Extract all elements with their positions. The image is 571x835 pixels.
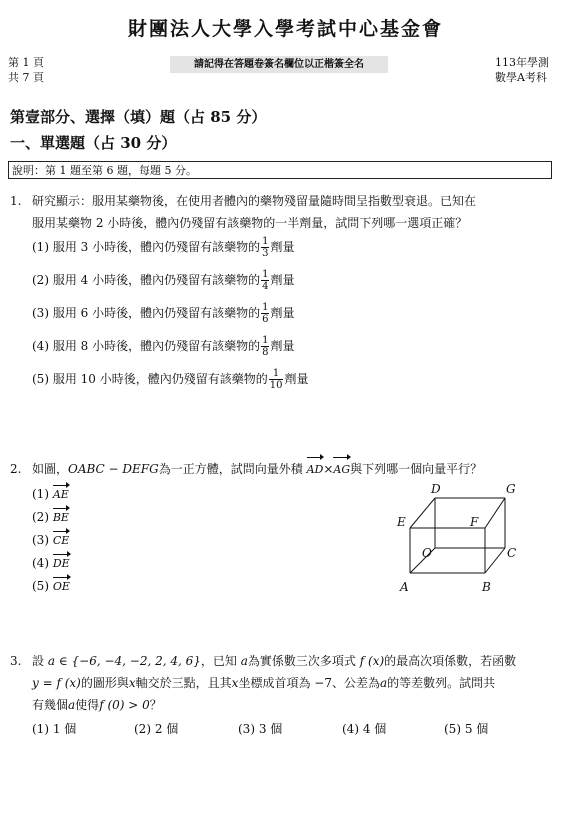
vertex-label: F [470,515,479,529]
question-text: 與下列哪一個向量平行？ [350,462,483,476]
option: (2) 2 個 [134,722,179,736]
edge-fg [485,498,505,528]
option-vector: AE [52,488,69,501]
option-text: 服用 8 小時後，體內仍殘留有該藥物的 [52,339,261,353]
option [32,532,70,555]
option [32,368,308,401]
question-text: 軸交於三點，且其 [135,676,232,690]
option [32,269,308,302]
option-vector: DE [52,557,70,570]
vertex-label: G [506,482,516,496]
fraction: $\frac{1}{8}$ [262,335,269,358]
option-vector: BE [52,511,69,524]
option [32,509,70,532]
question-text: 如圖， [32,462,69,476]
signature-notice: 請記得在答題卷簽名欄位以正楷簽全名 [170,56,388,73]
edge-ed [410,498,435,528]
question-number: 1. [10,194,22,208]
option-suffix: 劑量 [270,306,295,320]
question-text: 有幾個 [32,698,69,712]
vertex-label: C [507,546,517,560]
vertex-label: B [482,580,491,594]
question-text: 為實係數三次多項式 [247,654,356,668]
option-label: (3) [32,306,49,320]
fraction: $\frac{1}{4}$ [262,269,269,292]
math-var: x [231,676,239,690]
math-eq: y = f (x) [32,676,81,690]
cube-figure [390,480,530,608]
cross-symbol: × [323,462,334,476]
question-number: 3. [10,654,22,668]
option-label: (4) [32,339,49,353]
math-var: a [240,654,248,668]
math-var: a [379,676,388,690]
option-label: (3) [32,533,49,547]
option-suffix: 劑量 [270,240,295,254]
option: (4) 4 個 [342,722,387,736]
edge-bc [485,548,505,573]
vertex-label: E [397,515,406,529]
page-total: 共 7 頁 [8,71,44,84]
option-suffix: 劑量 [270,273,295,287]
question-text: 使得 [75,698,100,712]
option-text: 服用 4 小時後，體內仍殘留有該藥物的 [52,273,261,287]
option: (3) 3 個 [238,722,283,736]
question-text: 的圖形與 [80,676,129,690]
option-label: (4) [32,556,49,570]
option-label: (1) [32,487,49,501]
vector-ad: AD [307,459,324,481]
question-number: 2. [10,462,22,476]
option [32,486,70,509]
option-label: (5) [32,372,49,386]
question-3 [10,650,558,716]
option [32,578,70,601]
vertex-label: O [422,546,432,560]
question-1 [10,190,550,234]
question-text: 設 [32,654,45,668]
question-text: 的等差數列。試問共 [387,676,496,690]
question-text: ？ [149,698,162,712]
section-subtitle: 一、單選題（占 30 分） [10,134,177,152]
math-func: f (x) [359,654,385,668]
option-text: 服用 6 小時後，體內仍殘留有該藥物的 [52,306,261,320]
option-suffix: 劑量 [270,339,295,353]
option: (5) 5 個 [444,722,489,736]
option [32,302,308,335]
exam-year: 113年學測 [495,56,549,69]
option [32,236,308,269]
option-vector: OE [52,580,70,593]
part-title: 第壹部分、選擇（填）題（占 85 分） [10,108,267,126]
fraction: $\frac{1}{6}$ [262,302,269,325]
option-label: (2) [32,510,49,524]
page-number: 第 1 頁 [8,56,44,69]
question-text: 服用某藥物 2 小時後，體內仍殘留有該藥物的一半劑量，試問下列哪一選項正確？ [32,216,468,230]
question-text: 坐標成首項為 −7、公差為 [238,676,380,690]
exam-subject: 數學A考科 [495,71,547,84]
option-label: (1) [32,240,49,254]
question-text: ，已知 [200,654,237,668]
option: (1) 1 個 [32,722,77,736]
question-2 [10,458,555,481]
question-text: 為一正方體，試問向量外積 [158,462,303,476]
question-2-options [32,486,70,601]
vector-ag: AG [333,459,350,481]
math-cond: f (0) > 0 [99,698,150,712]
fraction: $\frac{1}{10}$ [269,368,283,391]
option [32,335,308,368]
option-vector: CE [52,534,70,547]
option-text: 服用 3 小時後，體內仍殘留有該藥物的 [52,240,261,254]
math-set: a ∈ {−6, −4, −2, 2, 4, 6} [47,654,201,668]
vertex-label: D [431,482,441,496]
section-note: 說明：第 1 題至第 6 題，每題 5 分。 [8,161,552,179]
math-var: x [128,676,136,690]
option-label: (2) [32,273,49,287]
option-label: (5) [32,579,49,593]
page-info [8,55,44,85]
organization-title: 財團法人大學入學考試中心基金會 [127,18,443,40]
vertex-label: A [400,580,409,594]
question-text: 的最高次項係數，若函數 [384,654,517,668]
option [32,555,70,578]
option-text: 服用 10 小時後，體內仍殘留有該藥物的 [52,372,268,386]
question-text: 研究顯示：服用某藥物後，在使用者體內的藥物殘留量隨時間呈指數型衰退。已知在 [32,194,477,208]
fraction: $\frac{1}{3}$ [262,236,269,259]
exam-info [495,55,549,85]
question-1-options [32,236,308,401]
math-var: a [68,698,76,712]
option-suffix: 劑量 [284,372,309,386]
cube-name: OABC − DEFG [68,462,159,476]
